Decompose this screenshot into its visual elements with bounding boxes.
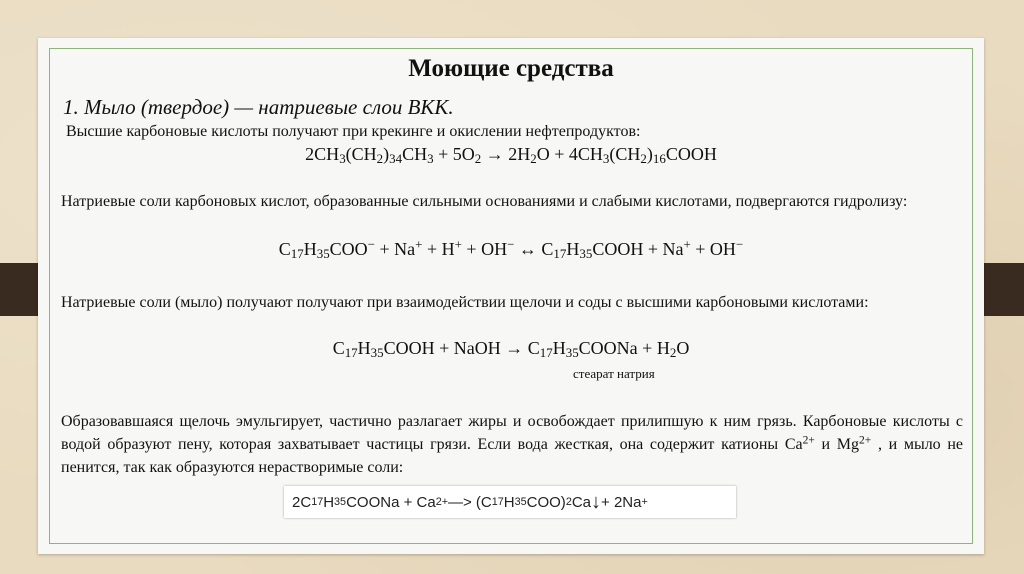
equation-hydrolysis: $C_{17}H_{35}COO^- + Na^+ + H^+ + OH^-$ ↔ $C_{17}H_{35}COOH + Na^+ + OH^-$: [278, 236, 744, 262]
paragraph-hard-water: Образовавшаяся щелочь эмульгирует, частично разлагает жиры и освобождает прилипшую к ним грязь. Карбоновые кислоты с водой образуют пену, которая захватывает частицы грязи. Если вода жесткая, она содержит катионы $Ca^{2+}$ и $Mg^{2+}$ , и мыло не пенится, так как образуются нерастворимые соли:: [61, 413, 964, 476]
paragraph-hydrolysis: Натриевые соли карбоновых кислот, образованные сильными основаниями и слабыми кислотами, подвергаются гидролизу:: [61, 193, 908, 210]
slide-sheet: [38, 38, 984, 554]
equation-cracking: $2CH_3(CH_2)_{34}CH_3 + 5O_2 \to 2H_2O$ + $4CH_3(CH_2)_{16}COOH$: [305, 144, 717, 167]
heading-item-1: 1. Мыло (твердое) — натриевые слои ВКК.: [63, 95, 454, 119]
equation-insoluble-salt-box: 2C 17 H 35 COONa + Ca 2+ —> (C 17 H 35 COO) 2 Ca ↓ + 2Na +: [284, 486, 736, 518]
stearate-caption: стеарат натрия: [573, 366, 655, 381]
slide-title: Моющие средства: [408, 55, 614, 82]
equation-soap-production: $C_{17}H_{35}COOH$ + NaOH → $C_{17}H_{35}COONa + H_2O$: [332, 338, 690, 361]
intro-line: Высшие карбоновые кислоты получают при крекинге и окислении нефтепродуктов:: [66, 123, 641, 140]
paragraph-soap-production: Натриевые соли (мыло) получают получают при взаимодействии щелочи и соды с высшими карбоновыми кислотами:: [61, 294, 869, 311]
